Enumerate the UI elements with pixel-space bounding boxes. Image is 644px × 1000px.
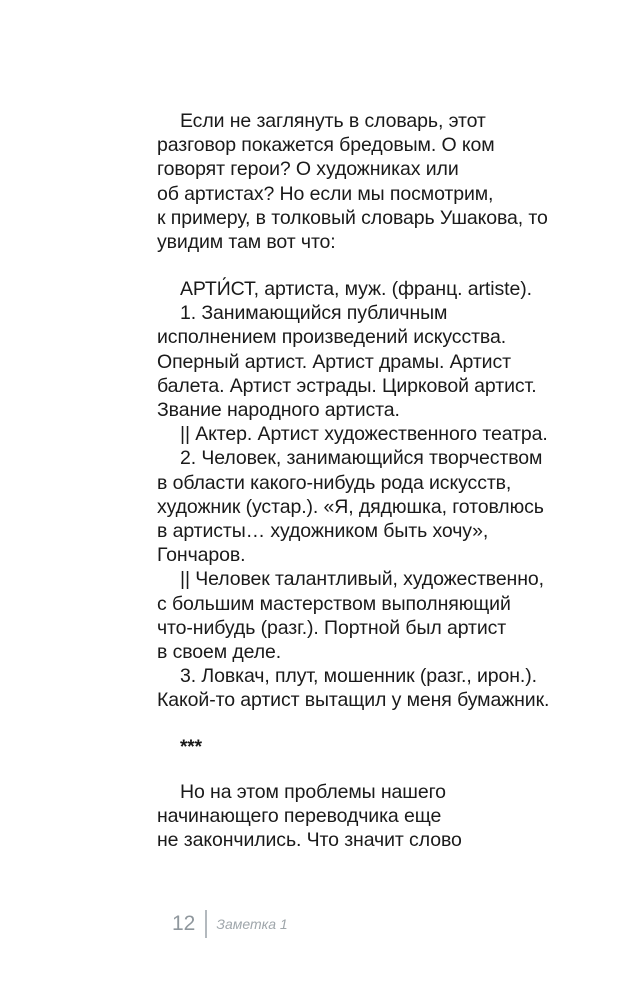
text-line: балета. Артист эстрады. Цирковой артист.	[157, 374, 537, 397]
text-line: не закончились. Что значит слово	[157, 829, 462, 852]
text-line: Но на этом проблемы нашего	[180, 781, 446, 803]
text-line: начинающего переводчика еще	[157, 805, 442, 828]
text-line: разговор покажется бредовым. О ком	[157, 134, 495, 157]
text-line: || Человек талантливый, художественно,	[180, 568, 544, 591]
footer-divider	[205, 910, 207, 938]
text-line: об артистах? Но если мы посмотрим,	[157, 182, 494, 205]
section-title: Заметка 1	[216, 916, 288, 932]
text-line: Оперный артист. Артист драмы. Артист	[157, 350, 511, 373]
text-line: говорят герои? О художниках или	[157, 158, 459, 181]
text-line: Если не заглянуть в словарь, этот	[180, 110, 486, 132]
text-line: увидим там вот что:	[157, 231, 336, 254]
outro-paragraph	[157, 780, 577, 853]
dictionary-headword-line: АРТИ́СТ, артиста, муж. (франц. artiste).	[180, 278, 532, 300]
text-line: к примеру, в толковый словарь Ушакова, то	[157, 206, 548, 229]
page-footer	[172, 908, 288, 940]
separator-stars: ***	[180, 737, 202, 758]
text-line: исполнением произведений искусства.	[157, 326, 507, 349]
text-line: Звание народного артиста.	[157, 399, 400, 422]
text-line: в области какого-нибудь рода искусств,	[157, 471, 512, 494]
page-number: 12	[172, 912, 196, 935]
section-separator	[157, 736, 577, 760]
text-line: в артисты… художником быть хочу»,	[157, 520, 489, 543]
text-line: художник (устар.). «Я, дядюшка, готовлюсь	[157, 495, 544, 518]
text-line: 1. Занимающийся публичным	[180, 302, 448, 325]
text-line: с большим мастерством выполняющий	[157, 592, 511, 615]
text-line: 3. Ловкач, плут, мошенник (разг., ирон.).	[180, 665, 537, 688]
text-line: в своем деле.	[157, 641, 282, 664]
text-line: || Актер. Артист художественного театра.	[180, 423, 548, 446]
intro-paragraph	[157, 109, 577, 254]
text-line: 2. Человек, занимающийся творчеством	[180, 447, 543, 470]
text-line: Какой-то артист вытащил у меня бумажник.	[157, 689, 550, 712]
text-line: что-нибудь (разг.). Портной был артист	[157, 616, 507, 639]
text-line: Гончаров.	[157, 544, 246, 567]
dictionary-entry	[157, 277, 577, 713]
